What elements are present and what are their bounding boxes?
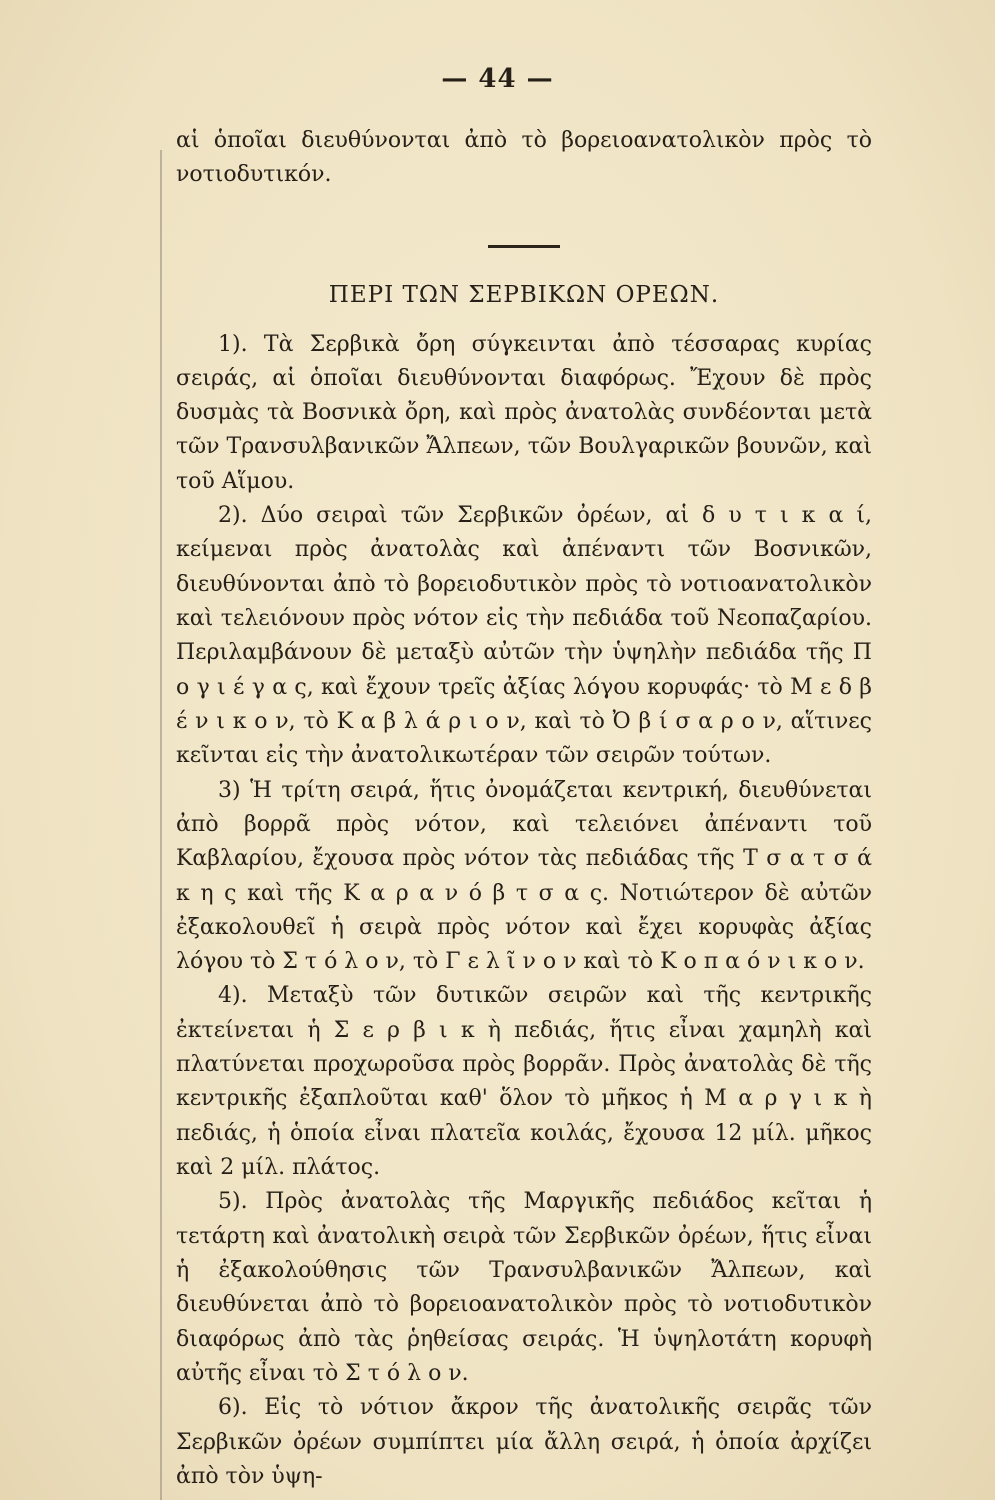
page-number: — 44 — [441,64,554,94]
paragraph-6: 6). Εἰς τὸ νότιον ἄκρον τῆς ἀνατολικῆς σειρᾶς τῶν Σερβικῶν ὀρέων συμπίπτει μία ἄλλη σειρά, ἡ ὁποία ἀρχίζει ἀπὸ τὸν ὑψη- [176,1395,872,1489]
margin-line [160,150,162,1500]
intro-paragraph: αἱ ὁποῖαι διευθύνονται ἀπὸ τὸ βορειοανατολικὸν πρὸς τὸ νοτιοδυτικόν. [176,128,872,188]
text-block [176,124,872,1494]
paragraph-3: 3) Ἡ τρίτη σειρά, ἥτις ὀνομάζεται κεντρική, διευθύνεται ἀπὸ βορρᾶ πρὸς νότον, καὶ τελειόνει ἀπέναντι τοῦ Καβλαρίου, ἔχουσα πρὸς νότον τὰς πεδιάδας τῆς Τ σ α τ σ ά κ η ς καὶ τῆς Κ α ρ α ν ό β τ σ α ς. Νοτιώτερον δὲ αὐτῶν ἐξακολουθεῖ ἡ σειρὰ πρὸς νότον καὶ ἔχει κορυφὰς ἀξίας λόγου τὸ Σ τ ό λ ο ν, τὸ Γ ε λ ῖ ν ο ν καὶ τὸ Κ ο π α ό ν ι κ ο ν. [176,777,872,975]
paragraph-5: 5). Πρὸς ἀνατολὰς τῆς Μαργικῆς πεδιάδος κεῖται ἡ τετάρτη καὶ ἀνατολικὴ σειρὰ τῶν Σερβικῶν ὀρέων, ἥτις εἶναι ἡ ἐξακολούθησις τῶν Τρανσυλβανικῶν Ἄλπεων, καὶ διευθύνεται ἀπὸ τὸ βορειοανατολικὸν πρὸς τὸ νοτιοδυτικὸν διαφόρως ἀπὸ τὰς ῥηθείσας σειράς. Ἡ ὑψηλοτάτη κορυφὴ αὐτῆς εἶναι τὸ Σ τ ό λ ο ν. [176,1189,872,1386]
section-heading: ΠΕΡΙ ΤΩΝ ΣΕΡΒΙΚΩΝ ΟΡΕΩΝ. [328,281,720,308]
paragraph-2: 2). Δύο σειραὶ τῶν Σερβικῶν ὀρέων, αἱ δ υ τ ι κ α ί, κείμεναι πρὸς ἀνατολὰς καὶ ἀπέναντι τῶν Βοσνικῶν, διευθύνονται ἀπὸ τὸ βορειοδυτικὸν πρὸς τὸ νοτιοανατολικὸν καὶ τελειόνουν πρὸς νότον εἰς τὴν πεδιάδα τοῦ Νεοπαζαρίου. Περιλαμβάνουν δὲ μεταξὺ αὐτῶν τὴν ὑψηλὴν πεδιάδα τῆς Π ο γ ι έ γ α ς, καὶ ἔχουν τρεῖς ἀξίας λόγου κορυφάς· τὸ Μ ε δ β έ ν ι κ ο ν, τὸ Κ α β λ ά ρ ι ο ν, καὶ τὸ Ὀ β ί σ α ρ ο ν, αἵτινες κεῖνται εἰς τὴν ἀνατολικωτέραν τῶν σειρῶν τούτων. [176,503,872,769]
section-divider [488,245,560,248]
paragraph-1: 1). Τὰ Σερβικὰ ὄρη σύγκεινται ἀπὸ τέσσαρας κυρίας σειράς, αἱ ὁποῖαι διευθύνονται διαφόρως. Ἔχουν δὲ πρὸς δυσμὰς τὰ Βοσνικὰ ὄρη, καὶ πρὸς ἀνατολὰς συνδέονται μετὰ τῶν Τρανσυλβανικῶν Ἄλπεων, τῶν Βουλγαρικῶν βουνῶν, καὶ τοῦ Αἵμου. [176,331,872,494]
paragraph-4: 4). Μεταξὺ τῶν δυτικῶν σειρῶν καὶ τῆς κεντρικῆς ἐκτείνεται ἡ Σ ε ρ β ι κ ὴ πεδιάς, ἥτις εἶναι χαμηλὴ καὶ πλατύνεται προχωροῦσα πρὸς βορρᾶν. Πρὸς ἀνατολὰς δὲ τῆς κεντρικῆς ἐξαπλοῦται καθ' ὅλον τὸ μῆκος ἡ Μ α ρ γ ι κ ὴ πεδιάς, ἡ ὁποία εἶναι πλατεῖα κοιλάς, ἔχουσα 12 μίλ. μῆκος καὶ 2 μίλ. πλάτος. [176,983,872,1180]
